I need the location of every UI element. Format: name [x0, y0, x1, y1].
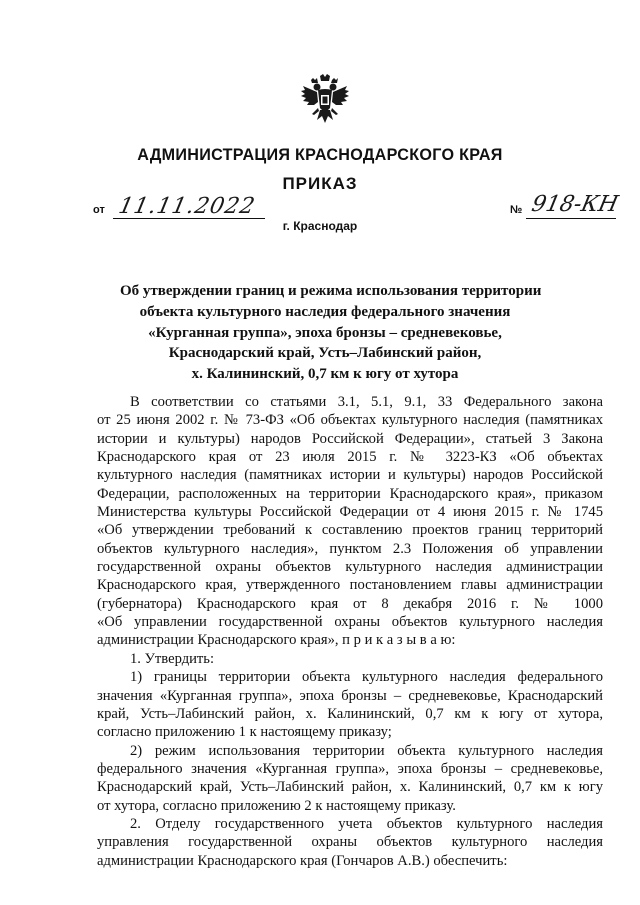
body-line: 2. Отделу государственного учета объектов культурного наследия	[130, 815, 603, 832]
date-prefix: от	[93, 204, 105, 216]
body-line: Министерства культуры Российской Федерации от 4 июня 2015 г. № 1745	[97, 504, 603, 521]
subject-line: «Курганная группа», эпоха бронзы – средневековье,	[148, 324, 502, 341]
body-line: Федерации, расположенных на территории Краснодарского края», приказом	[97, 485, 603, 502]
body-line: федерального значения «Курганная группа», эпоха бронзы – средневековье,	[97, 760, 603, 777]
handwritten-date: 11.11.2022	[116, 194, 258, 219]
body-line: от 25 июня 2002 г. № 73-ФЗ «Об объектах культурного наследия (памятниках	[97, 412, 603, 429]
body-line: администрации Краснодарского края», п р и к а з ы в а ю:	[97, 632, 456, 649]
city-label: г. Краснодар	[282, 219, 358, 233]
number-prefix: №	[510, 204, 523, 216]
body-line: Краснодарский край, Усть–Лабинский район, х. Калининский, 0,7 км к югу	[97, 779, 603, 796]
order-body	[97, 393, 603, 870]
body-line: 1. Утвердить:	[130, 650, 215, 667]
body-line: истории и культуры) народов Российской Федерации», статьей 3 Закона	[97, 430, 603, 447]
body-line: значения «Курганная группа», эпоха бронзы – средневековье, Краснодарский	[97, 687, 603, 704]
body-line: объектов культурного наследия», пунктом 2.3 Положения об управлении	[97, 540, 603, 557]
subject-line: Об утверждении границ и режима использования территории	[120, 283, 542, 299]
body-line: согласно приложению 1 к настоящему приказу;	[97, 724, 392, 741]
number-field	[510, 192, 621, 220]
body-line: 1) границы территории объекта культурного наследия федерального	[130, 669, 603, 686]
body-line: «Об управлении государственной охраны объектов культурного наследия	[97, 614, 603, 631]
subject-line: Краснодарский край, Усть–Лабинский район,	[168, 345, 482, 362]
body-line: управления государственной охраны объектов культурного наследия	[97, 834, 603, 851]
body-line: администрации Краснодарского края (Гончаров А.В.) обеспечить:	[97, 852, 508, 869]
body-line: (губернатора) Краснодарского края от 8 декабря 2016 г. № 1000	[97, 595, 603, 612]
document-type: ПРИКАЗ	[282, 174, 358, 193]
handwritten-number: 918-КН	[529, 192, 621, 217]
date-field	[93, 196, 268, 220]
body-line: «Об утверждении требований к составлению проектов границ территорий	[97, 522, 603, 539]
organization-title: АДМИНИСТРАЦИЯ КРАСНОДАРСКОГО КРАЯ	[137, 145, 503, 164]
subject-line: объекта культурного наследия федерального значения	[139, 303, 511, 320]
coat-of-arms-eagle-icon	[300, 74, 350, 128]
body-line: 2) режим использования территории объекта культурного наследия	[130, 742, 603, 759]
body-line: В соответствии со статьями 3.1, 5.1, 9.1, 33 Федерального закона	[130, 394, 603, 410]
body-line: культурного наследия (памятниках истории и культуры) народов Российской	[97, 467, 603, 484]
body-line: государственной охраны объектов культурного наследия администрации	[97, 559, 603, 576]
subject-line: х. Калининский, 0,7 км к югу от хутора	[191, 366, 459, 383]
body-line: Краснодарского края, утвержденного постановлением главы администрации	[97, 577, 603, 594]
order-subject	[120, 281, 542, 385]
body-line: Краснодарского края от 23 июля 2015 г. № 3223-КЗ «Об объектах	[97, 449, 603, 466]
body-line: край, Усть–Лабинский район, х. Калининский, 0,7 км к югу от хутора,	[97, 705, 603, 722]
body-line: от хутора, согласно приложению 2 к настоящему приказу.	[97, 797, 456, 814]
